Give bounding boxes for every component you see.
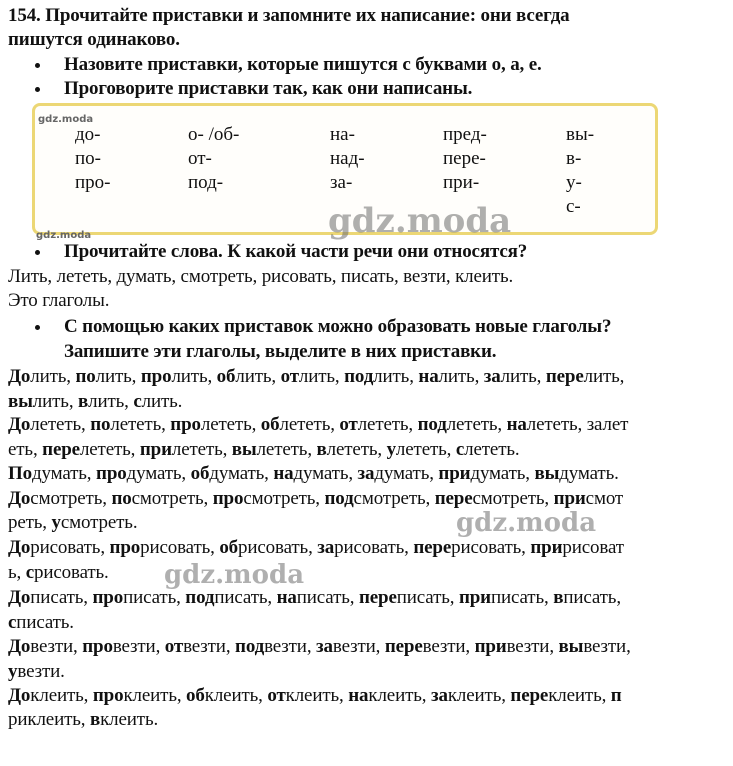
prefix-cell: с- [566,196,581,217]
prefix-cell: пред- [443,124,487,145]
verb-prefix: от [280,366,299,387]
verb-stem: клеить, [368,685,431,706]
verb-word [418,366,483,387]
answer-line [8,611,74,635]
verb-prefix: пере [358,587,397,608]
verb-word [191,463,274,484]
verb-prefix: на [506,414,527,435]
bullet-dot [34,240,44,264]
verb-prefix: за [357,463,375,484]
verb-prefix: под [344,366,374,387]
verb-word [456,439,520,460]
verb-stem: клеить, [123,685,187,706]
verb-prefix: про [170,414,201,435]
verb-prefix: До [8,366,31,387]
verb-stem: ь, [8,562,26,583]
verb-word [90,414,170,435]
verb-stem: везти, [112,636,165,657]
prefix-cell: под- [188,172,224,193]
answer-verbs: Это глаголы. [8,290,110,311]
watermark-large: gdz.moda [164,560,305,590]
verb-word [546,366,624,387]
prefix-cell: за- [330,172,353,193]
verb-stem: клеить, [548,685,611,706]
verb-prefix: с [455,439,465,460]
answer-line [8,561,109,585]
verb-stem: писать, [214,587,277,608]
verb-word [438,463,534,484]
verb-word [530,537,624,558]
verb-prefix: по [111,488,132,509]
exercise-title-line1: 154. Прочитайте приставки и запомните их написание: они всегда [8,5,570,26]
verb-word [8,562,26,583]
verb-stem: писать, [123,587,186,608]
verb-stem: рисовать. [34,562,109,583]
verb-word [133,391,182,412]
verb-prefix: вы [231,439,257,460]
verb-prefix: об [219,537,239,558]
verb-prefix: в [553,587,564,608]
verb-word [324,488,434,509]
prefix-cell: про- [75,172,111,193]
verb-stem: залет [586,414,629,435]
verb-stem: лить, [30,366,76,387]
bullet-dot [34,77,44,101]
verb-word [8,366,76,387]
watermark-small: gdz.moda [38,114,94,125]
verb-word [459,587,553,608]
verb-stem: рисовать, [238,537,318,558]
verb-prefix: по [75,366,96,387]
verb-stem: лить, [583,366,625,387]
verb-stem: лить, [438,366,484,387]
verb-word [52,512,138,533]
verb-word [431,685,510,706]
verb-word [170,414,261,435]
verb-prefix: об [216,366,236,387]
verb-prefix: пере [510,685,549,706]
verb-word [348,685,431,706]
verb-stem: думать, [374,463,439,484]
prefix-table-box [32,103,658,241]
verb-word [186,685,267,706]
verb-word [219,537,317,558]
verb-stem: писать, [563,587,621,608]
verb-word [217,366,281,387]
verb-stem: клеить, [204,685,268,706]
verb-prefix: при [438,463,471,484]
verb-word [277,587,359,608]
answer-line [8,462,619,486]
verb-prefix: при [458,587,491,608]
verb-stem: рисовать, [334,537,414,558]
verb-prefix: пере [384,636,423,657]
verb-word [418,414,507,435]
verb-stem: думать, [293,463,358,484]
answer-line [8,708,158,732]
verb-stem: риклеить, [8,709,90,730]
verb-stem: клеить, [447,685,511,706]
verb-word [344,366,418,387]
verb-stem: писать, [296,587,359,608]
verb-prefix: вы [534,463,560,484]
verb-stem: везти, [583,636,631,657]
verb-prefix: на [348,685,369,706]
verb-prefix: про [212,488,244,509]
verb-word [93,587,186,608]
verb-stem: лететь, [30,414,91,435]
verb-prefix: на [276,587,297,608]
verb-word [484,366,546,387]
verb-prefix: за [316,636,333,657]
verb-prefix: за [317,537,335,558]
verb-word [358,463,439,484]
verb-word [110,537,220,558]
bullet-name-prefixes: Назовите приставки, которые пишутся с буквами о, а, е. [64,54,542,75]
verb-word [96,463,191,484]
verb-stem: рисовать, [30,537,110,558]
verb-stem: лететь, [256,439,317,460]
verb-prefix: пере [413,537,452,558]
verb-prefix: у [386,439,396,460]
verb-prefix: пере [42,439,80,460]
verb-prefix: По [8,463,32,484]
answer-line [8,660,65,684]
verb-prefix: про [92,587,124,608]
verb-prefix: в [316,439,327,460]
verb-prefix: под [235,636,265,657]
verb-stem: лететь, [171,439,232,460]
verb-word [553,587,621,608]
verb-prefix: от [267,685,286,706]
verb-word [141,366,217,387]
watermark-large: gdz.moda [328,201,512,241]
verb-stem: лить, [235,366,281,387]
verb-word [8,587,93,608]
watermark-small: gdz.moda [36,230,92,241]
verb-stem: рисоват [562,537,624,558]
verb-stem: лить, [500,366,546,387]
verb-word [235,636,316,657]
verb-word [554,488,623,509]
verb-word [90,709,158,730]
bullet-form-verbs-line2: Запишите эти глаголы, выделите в них приставки. [64,341,497,362]
verb-prefix: на [273,463,294,484]
bullet-dot [34,315,44,339]
verb-stem: лететь, [200,414,261,435]
prefix-cell: при- [443,172,480,193]
bullet-form-verbs-line1: С помощью каких приставок можно образовать новые глаголы? [64,316,612,337]
verb-stem: смотреть, [472,488,554,509]
verb-prefix: пере [545,366,584,387]
verb-prefix: с [25,562,35,583]
verb-stem: реть, [8,512,52,533]
verb-prefix: в [89,709,101,730]
verb-prefix: за [430,685,448,706]
verb-stem: лететь, [357,414,418,435]
verb-stem: везти, [264,636,317,657]
verb-word [165,636,235,657]
verb-word [267,685,348,706]
bullet-part-of-speech: Прочитайте слова. К какой части речи они относятся? [64,241,528,262]
verb-word [8,636,82,657]
base-words: Лить, лететь, думать, смотреть, рисовать, писать, везти, клеить. [8,266,514,287]
verb-stem: смотреть, [30,488,112,509]
verb-prefix: До [8,488,31,509]
verb-word [510,685,610,706]
verb-prefix: у [51,512,61,533]
verb-word [435,488,554,509]
verb-word [232,439,317,460]
verb-word [111,488,212,509]
verb-word [42,439,140,460]
verb-stem: лететь, [110,414,171,435]
verb-word [413,537,530,558]
verb-stem: везти. [17,661,65,682]
verb-word [387,439,456,460]
verb-word [26,562,109,583]
verb-prefix: п [610,685,622,706]
verb-word [317,537,413,558]
verb-stem: лететь, [395,439,456,460]
answer-line [8,438,519,462]
verb-prefix: вы [558,636,584,657]
verb-stem: лить, [373,366,419,387]
answer-line [8,536,624,560]
verb-stem: думать, [209,463,274,484]
verb-word [213,488,325,509]
verb-word [611,685,622,706]
verb-stem: лить, [88,391,134,412]
verb-stem: везти, [506,636,559,657]
verb-stem: лететь, [446,414,507,435]
verb-prefix: по [90,414,111,435]
verb-word [8,612,74,633]
verb-stem: еть, [8,439,43,460]
verb-prefix: при [474,636,507,657]
verb-word [261,414,340,435]
prefix-cell: пере- [443,148,486,169]
verb-prefix: в [78,391,89,412]
answer-line [8,413,628,437]
verb-stem: рисовать, [140,537,220,558]
verb-stem: клеить. [100,709,159,730]
verb-prefix: при [530,537,563,558]
verb-stem: лететь, [526,414,587,435]
verb-word [587,414,629,435]
answer-line [8,390,182,414]
verb-word [8,439,42,460]
verb-stem: везти, [183,636,236,657]
verb-stem: писать. [16,612,74,633]
verb-word [185,587,276,608]
verb-word [8,661,65,682]
verb-prefix: под [417,414,447,435]
verb-stem: лететь, [326,439,387,460]
answer-line [8,635,631,659]
verb-prefix: До [8,414,31,435]
verb-word [281,366,345,387]
verb-stem: лететь. [464,439,520,460]
verb-prefix: про [109,537,141,558]
verb-stem: клеить, [285,685,349,706]
prefix-cell: в- [566,148,582,169]
verb-word [339,414,417,435]
answer-line [8,511,137,535]
verb-stem: думать, [126,463,191,484]
prefix-cell: на- [330,124,355,145]
verb-prefix: пере [434,488,473,509]
verb-word [385,636,475,657]
verb-prefix: за [483,366,501,387]
verb-word [93,685,186,706]
verb-prefix: под [324,488,354,509]
prefix-cell: до- [75,124,101,145]
verb-stem: лить, [32,391,79,412]
verb-stem: смотреть. [60,512,138,533]
verb-stem: лить. [141,391,183,412]
verb-prefix: с [8,612,17,633]
verb-prefix: на [418,366,439,387]
watermark-large: gdz.moda [456,508,597,538]
verb-word [475,636,559,657]
prefix-cell: вы- [566,124,595,145]
answer-line [8,684,622,708]
verb-word [507,414,587,435]
verb-word [317,439,387,460]
verb-stem: смотреть, [353,488,435,509]
verb-stem: думать, [31,463,97,484]
bullet-dot [34,53,44,77]
exercise-title-line2: пишутся одинаково. [8,29,180,50]
verb-prefix: про [96,463,127,484]
prefix-cell: от- [188,148,212,169]
verb-word [316,636,385,657]
verb-stem: везти, [30,636,83,657]
verb-stem: везти, [332,636,385,657]
verb-word [8,709,90,730]
verb-prefix: вы [8,391,33,412]
verb-stem: смотреть, [131,488,213,509]
verb-prefix: при [139,439,172,460]
verb-prefix: про [140,366,172,387]
verb-word [534,463,618,484]
verb-word [82,636,165,657]
answer-line [8,365,624,389]
verb-stem: рисовать, [451,537,531,558]
verb-stem: писать, [396,587,459,608]
prefix-cell: у- [566,172,582,193]
verb-prefix: про [82,636,113,657]
verb-prefix: у [8,661,18,682]
verb-prefix: До [8,587,31,608]
verb-stem: думать, [470,463,535,484]
verb-stem: смотреть, [243,488,325,509]
prefix-cell: по- [75,148,101,169]
prefix-cell: о- /об- [188,124,240,145]
verb-word [559,636,631,657]
verb-word [8,391,78,412]
verb-stem: лить, [171,366,217,387]
verb-word [8,488,111,509]
bullet-pronounce-prefixes: Проговорите приставки так, как они написаны. [64,78,473,99]
verb-stem: смот [585,488,624,509]
verb-prefix: под [185,587,215,608]
verb-prefix: от [164,636,184,657]
verb-prefix: от [339,414,358,435]
verb-word [8,537,110,558]
verb-prefix: об [190,463,210,484]
verb-prefix: До [8,685,31,706]
verb-prefix: До [8,537,31,558]
verb-stem: лететь, [279,414,340,435]
verb-word [8,463,96,484]
verb-word [78,391,133,412]
verb-stem: лить, [298,366,345,387]
verb-word [8,414,90,435]
verb-stem: лететь, [79,439,140,460]
verb-stem: писать, [30,587,93,608]
verb-stem: клеить, [30,685,93,706]
verb-stem: писать, [490,587,554,608]
verb-stem: везти, [422,636,475,657]
verb-prefix: об [186,685,205,706]
verb-word [273,463,357,484]
verb-prefix: про [92,685,124,706]
verb-stem: думать. [559,463,619,484]
prefix-cell: над- [330,148,365,169]
verb-stem: лить, [95,366,141,387]
verb-prefix: с [133,391,142,412]
verb-word [8,685,93,706]
verb-prefix: об [260,414,280,435]
verb-word [140,439,232,460]
verb-prefix: До [8,636,31,657]
verb-word [76,366,141,387]
verb-word [359,587,459,608]
verb-prefix: при [553,488,586,509]
verb-word [8,512,52,533]
answer-line [8,586,621,610]
